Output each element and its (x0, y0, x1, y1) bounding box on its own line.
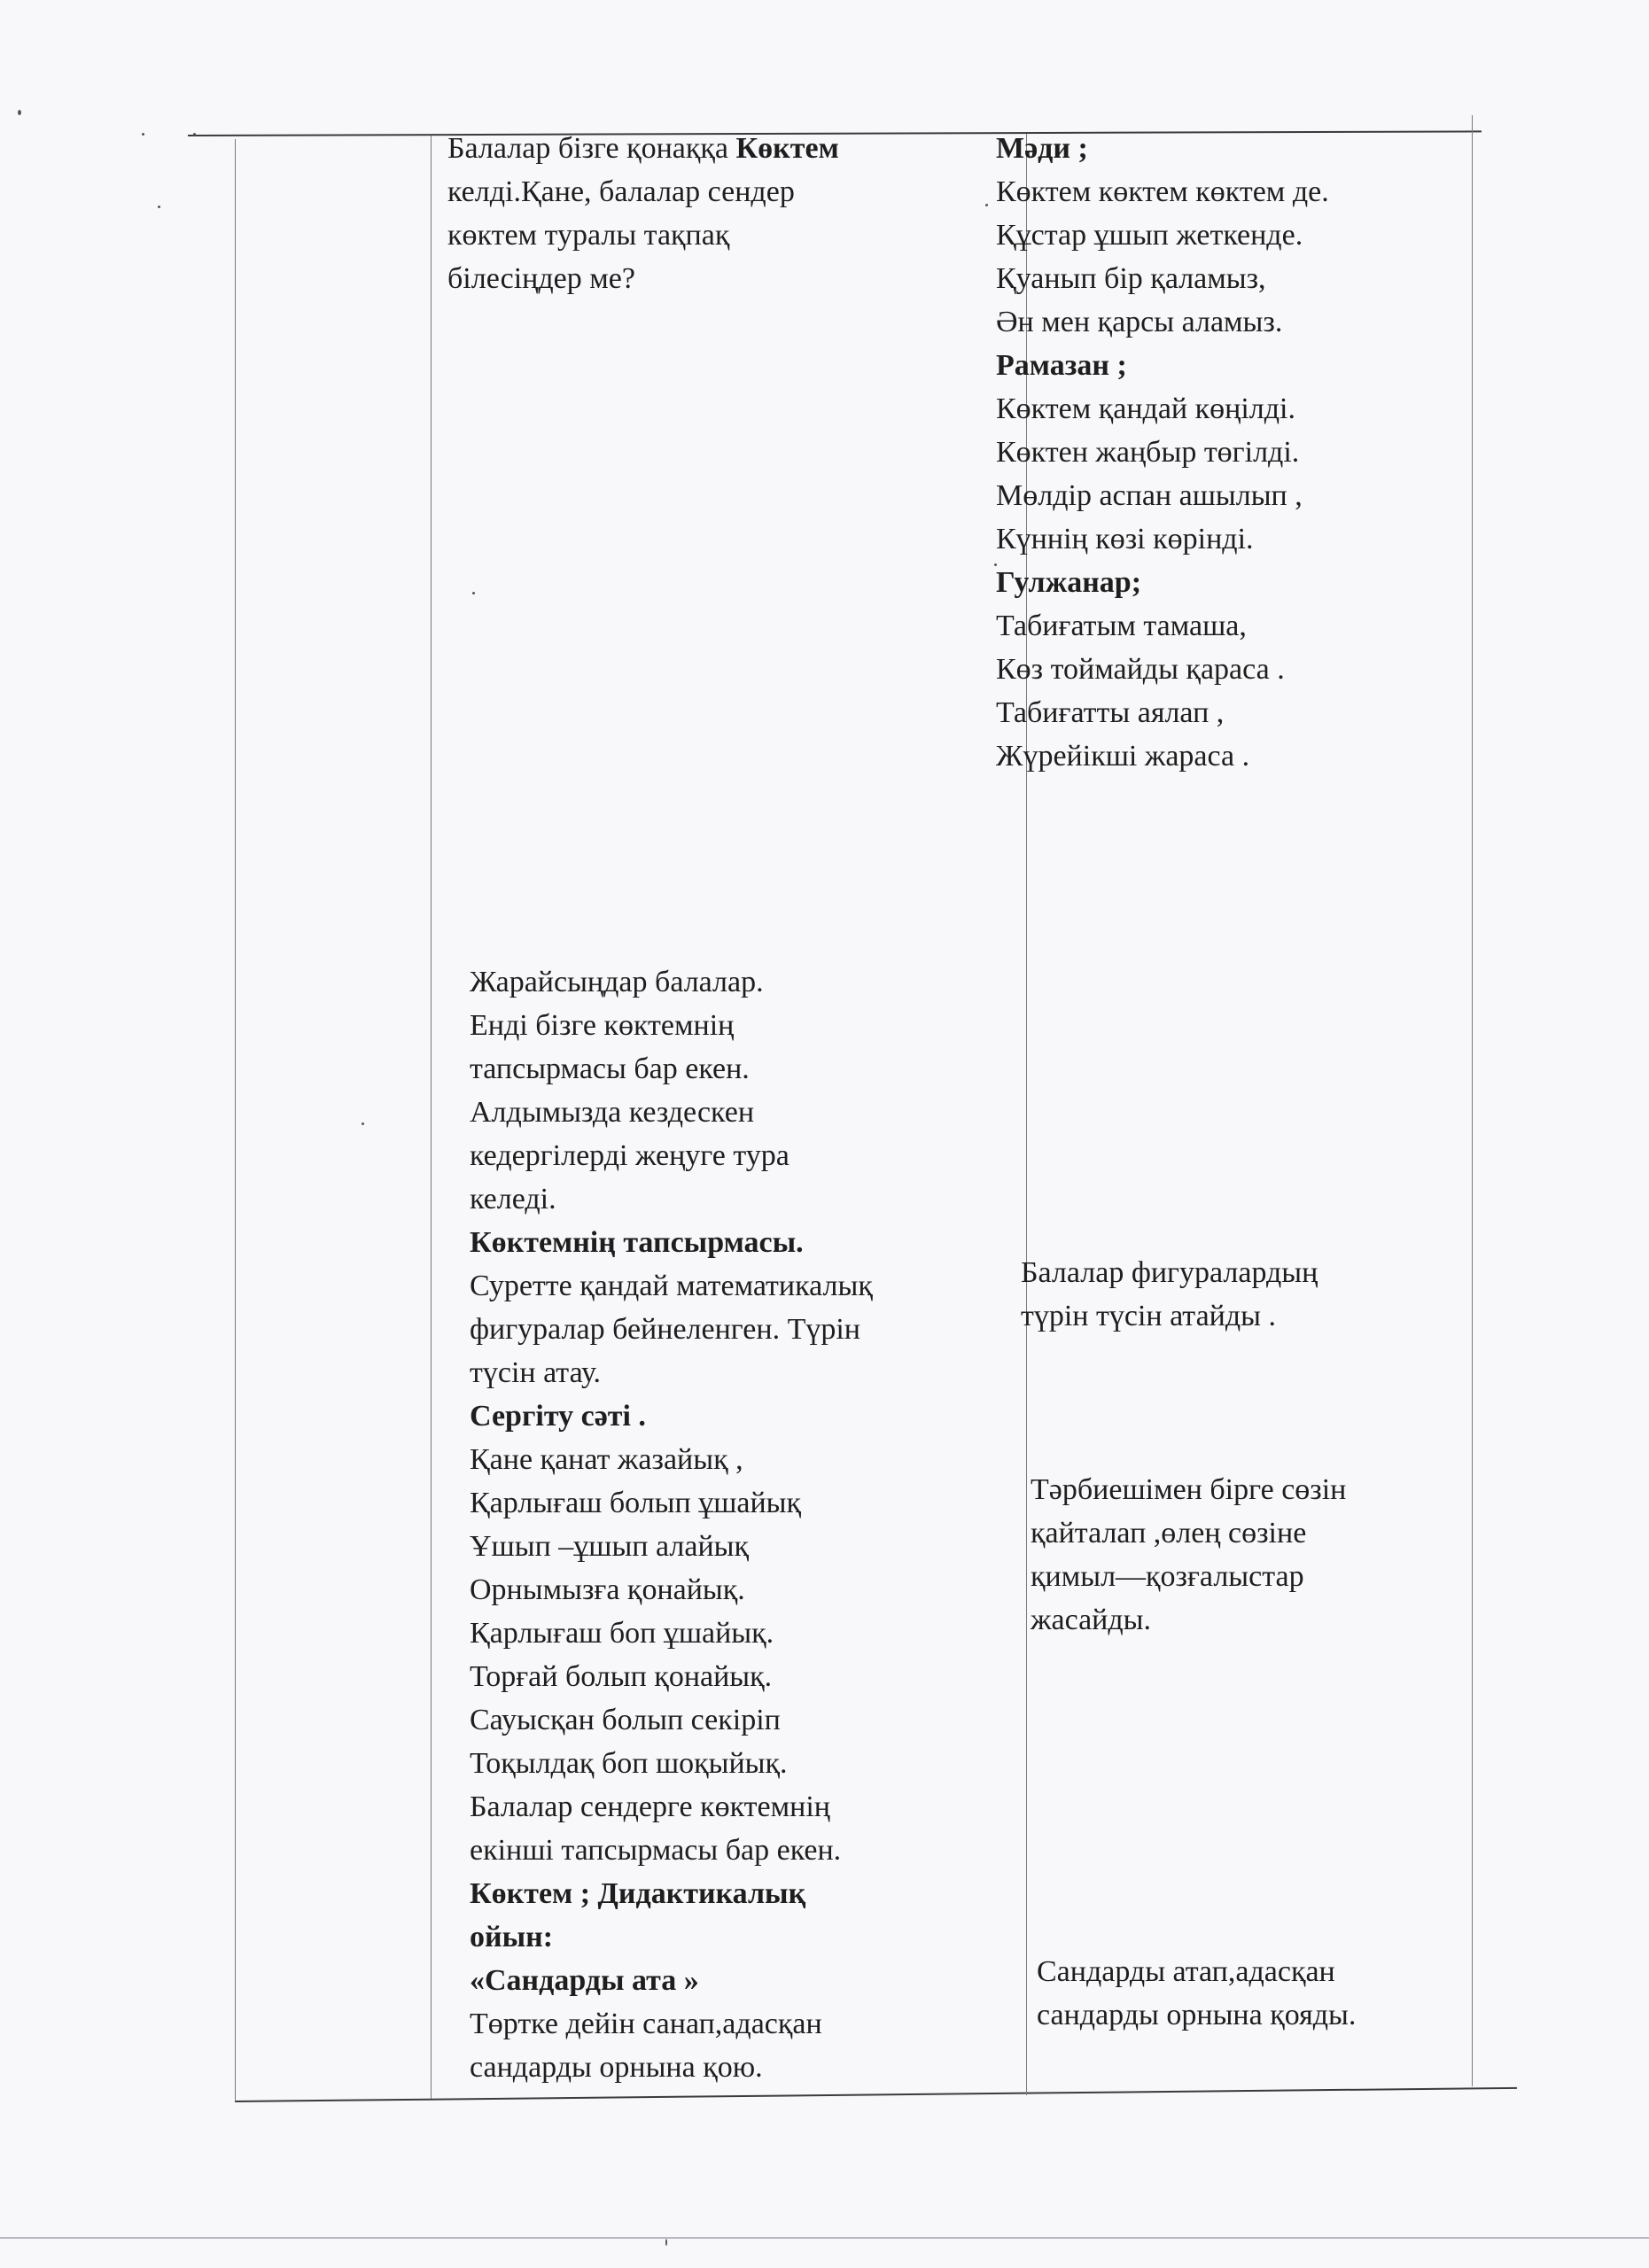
teacher-intro-text (447, 127, 839, 300)
text-line: Табиғатым тамаша, (996, 610, 1247, 642)
text-line: түсін атау. (470, 1356, 602, 1389)
text-line: Табиғатты аялап , (996, 696, 1225, 729)
section-heading: Сергіту сәті . (470, 1400, 646, 1433)
table-divider-1 (431, 136, 432, 2099)
scan-speck (142, 133, 144, 136)
teacher-tasks-text (470, 960, 873, 2089)
text-line: Құстар ұшып жеткенде. (996, 219, 1303, 252)
section-heading: «Сандарды ата » (470, 1964, 699, 1997)
text-line: Ән мен қарсы аламыз. (996, 306, 1283, 338)
text-line: Торғай болып қонайық. (470, 1660, 773, 1693)
scan-speck (994, 563, 997, 566)
text-line: Төртке дейін санап,адасқан (470, 2008, 822, 2040)
text-line: білесіңдер ме? (447, 262, 635, 295)
text-line: Көктен жаңбыр төгілді. (996, 436, 1300, 469)
section-heading: Мәди ; (996, 132, 1088, 165)
text-line: Алдымызда кездескен (470, 1096, 755, 1129)
table-left-border (235, 139, 236, 2101)
section-heading: Көктемнің тапсырмасы. (470, 1226, 804, 1259)
text-line: Балалар сендерге көктемнің (470, 1790, 830, 1823)
children-response-figures (1021, 1251, 1318, 1338)
text-line: фигуралар бейнеленген. Түрін (470, 1313, 860, 1346)
scan-speck (985, 204, 988, 206)
scan-speck (158, 206, 160, 208)
text-line: Балалар бізге қонаққа Көктем (447, 132, 839, 165)
section-heading: ойын: (470, 1921, 554, 1953)
text-line: қимыл—қозғалыстар (1031, 1560, 1304, 1593)
scan-speck (193, 133, 196, 136)
section-heading: Көктем ; Дидактикалық (470, 1877, 806, 1910)
text-line: кедергілерді жеңуге тура (470, 1139, 789, 1172)
text-line: Жарайсыңдар балалар. (470, 966, 764, 998)
text-line: Балалар фигуралардың (1021, 1256, 1318, 1289)
text-line: екінші тапсырмасы бар екен. (470, 1834, 842, 1867)
scan-speck (362, 1122, 364, 1125)
text-line: Қарлығаш болып ұшайық (470, 1487, 802, 1519)
text-line: Сандарды атап,адасқан (1037, 1955, 1335, 1988)
table-right-border (1472, 115, 1473, 2086)
text-line: келеді. (470, 1183, 556, 1216)
text-line: Мөлдір аспан ашылып , (996, 479, 1303, 512)
text-line: сандарды орнына қояды. (1037, 1999, 1357, 2031)
text-line: тапсырмасы бар екен. (470, 1052, 750, 1085)
text-line: Көз тоймайды қараса . (996, 653, 1285, 686)
text-line: Көктем көктем көктем де. (996, 175, 1329, 208)
section-heading: Рамазан ; (996, 349, 1127, 382)
text-line: Тоқылдақ боп шоқыйық. (470, 1747, 788, 1780)
children-response-exercise (1031, 1468, 1346, 1642)
scan-speck (665, 2239, 667, 2246)
children-poems (996, 127, 1329, 778)
text-line: Көктем қандай көңілді. (996, 392, 1295, 425)
text-line: Ұшып –ұшып алайық (470, 1530, 749, 1563)
scan-edge-line (0, 2237, 1649, 2239)
scan-speck (472, 592, 475, 594)
text-line: жасайды. (1031, 1604, 1152, 1636)
text-line: көктем туралы тақпақ (447, 219, 730, 252)
text-line: Қане қанат жазайық , (470, 1443, 743, 1476)
text-line: Тәрбиешімен бірге сөзін (1031, 1473, 1347, 1506)
text-line: келді.Қане, балалар сендер (447, 175, 795, 208)
text-line: қайталап ,өлең сөзіне (1031, 1517, 1307, 1550)
scan-speck (18, 110, 21, 115)
text-line: Қуанып бір қаламыз, (996, 262, 1266, 295)
text-line: сандарды орнына қою. (470, 2051, 763, 2084)
text-line: түрін түсін атайды . (1021, 1300, 1277, 1332)
text-line: Сауысқан болып секіріп (470, 1704, 781, 1736)
text-line: Қарлығаш боп ұшайық. (470, 1617, 774, 1650)
text-line: Суретте қандай математикалық (470, 1270, 873, 1302)
text-line: Жүрейікші жараса . (996, 740, 1250, 773)
text-line: Күннің көзі көрінді. (996, 523, 1254, 555)
text-line: Енді бізге көктемнің (470, 1009, 735, 1042)
text-line: Орнымызға қонайық. (470, 1573, 745, 1606)
children-response-numbers (1037, 1950, 1356, 2037)
section-heading: Гулжанар; (996, 566, 1142, 599)
